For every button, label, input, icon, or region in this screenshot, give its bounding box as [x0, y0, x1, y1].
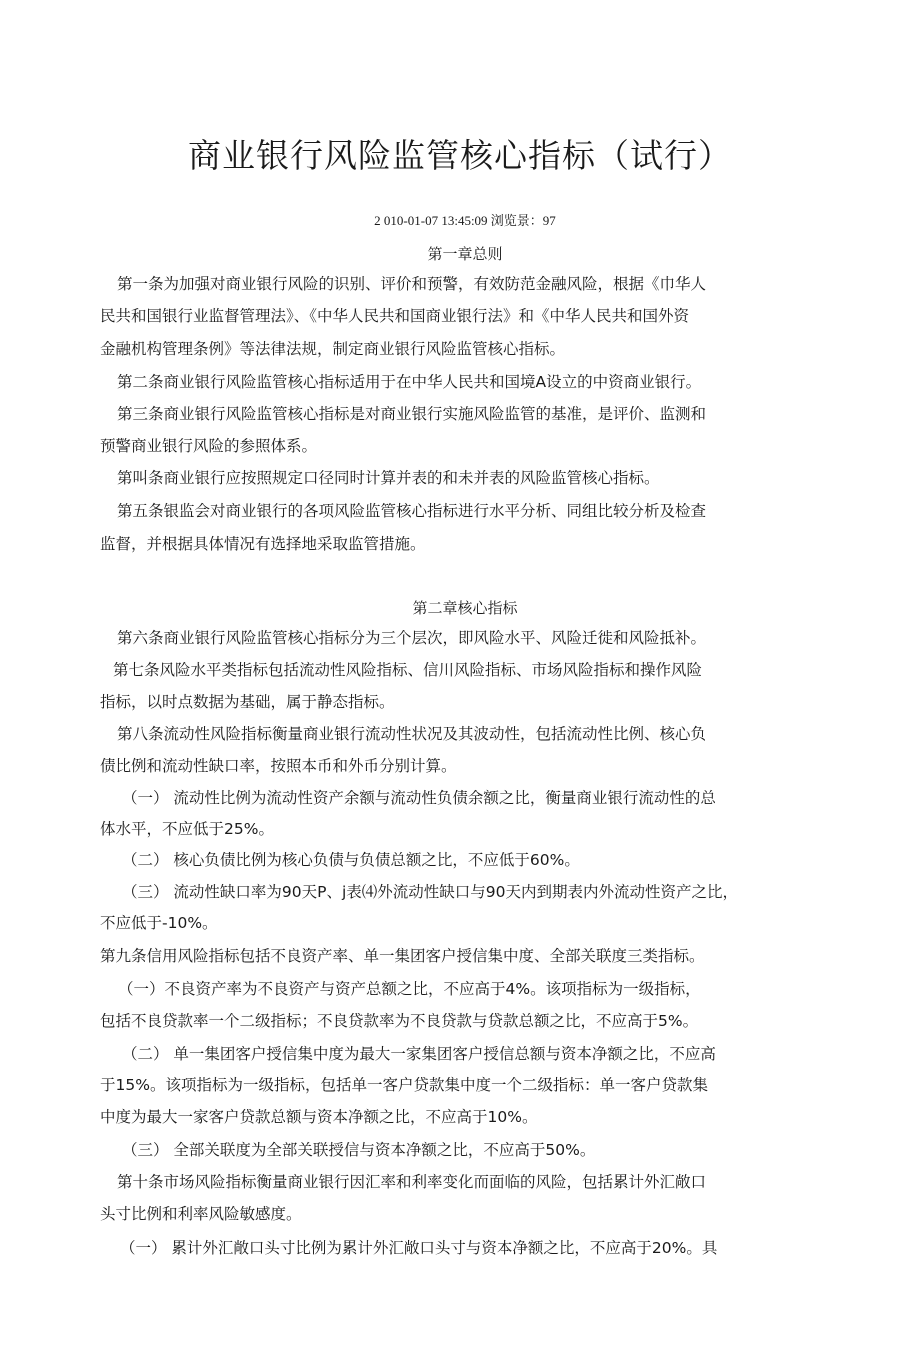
text-line: （二） 核心负债比例为核心负债与负债总额之比，不应低于60%。	[122, 851, 580, 869]
text-line: 民共和国银行业监督管理法》、《中华人民共和国商业银行法》和《中华人民共和国外资	[100, 307, 690, 325]
text-line: 中度为最大一家客户贷款总额与资本净额之比，不应高于10%。	[100, 1108, 538, 1126]
text-line: 第五条银监会对商业银行的各项风险监管核心指标进行水平分析、同组比较分析及检查	[117, 502, 707, 520]
text-line: 第六条商业银行风险监管核心指标分为三个层次，即风险水平、风险迁徙和风险抵补。	[117, 629, 707, 647]
text-line: 金融机构管理条例》等法律法规，制定商业银行风险监管核心指标。	[100, 340, 566, 358]
text-line: （一） 流动性比例为流动性资产余额与流动性负债余额之比，衡量商业银行流动性的总	[122, 789, 716, 807]
text-line: 包括不良贷款率一个二级指标；不良贷款率为不良贷款与贷款总额之比，不应高于5%。	[100, 1012, 699, 1030]
publish-meta: 2 010-01-07 13:45:09 浏览景：97	[374, 213, 556, 228]
text-line: 第一条为加强对商业银行风险的识别、评价和预警，有效防范金融风险，根据《巾华人	[117, 275, 707, 293]
text-line: 第十条市场风险指标衡量商业银行因汇率和利率变化而面临的风险，包括累计外汇敞口	[117, 1173, 707, 1191]
text-line: 预警商业银行风险的参照体系。	[100, 437, 318, 455]
text-line: 第二条商业银行风险监管核心指标适用于在中华人民共和国境A设立的中资商业银行。	[117, 373, 702, 391]
text-line: （一）不良资产率为不良资产与资产总额之比，不应高于4%。该项指标为一级指标，	[118, 980, 701, 998]
chapter-heading: 第二章核心指标	[412, 599, 518, 617]
text-line: 第九条信用风险指标包括不良资产率、单一集团客户授信集中度、全部关联度三类指标。	[100, 947, 705, 965]
text-line: 债比例和流动性缺口率，按照本币和外币分别计算。	[100, 757, 457, 775]
text-line: （三） 流动性缺口率为90天P、j表⑷外流动性缺口与90天内到期表内外流动性资产之比，	[122, 883, 739, 901]
document-title: 商业银行风险监管核心指标（试行）	[188, 136, 732, 175]
text-line: 指标，以时点数据为基础，属于静态指标。	[100, 693, 395, 711]
text-line: 于15%。该项指标为一级指标，包括单一客户贷款集中度一个二级指标：单一客户贷款集	[100, 1076, 708, 1094]
text-line: 不应低于-10%。	[100, 914, 218, 932]
chapter-heading: 第一章总则	[427, 245, 503, 263]
text-line: （一） 累计外汇敞口头寸比例为累计外汇敞口头寸与资本净额之比，不应高于20%。具	[120, 1239, 718, 1257]
text-line: 体水平，不应低于25%。	[100, 820, 274, 838]
text-line: 第三条商业银行风险监管核心指标是对商业银行实施风险监管的基准，是评价、监测和	[117, 405, 707, 423]
text-line: 头寸比例和利率风险敏感度。	[100, 1205, 302, 1223]
text-line: 第八条流动性风险指标衡量商业银行流动性状况及其波动性，包括流动性比例、核心负	[117, 725, 707, 743]
text-line: 监督，并根据具体情况有选择地采取监管措施。	[100, 535, 426, 553]
text-line: 第七条风险水平类指标包括流动性风险指标、信川风险指标、市场风险指标和操作风险	[113, 661, 703, 679]
text-line: （三） 全部关联度为全部关联授信与资本净额之比，不应高于50%。	[122, 1141, 596, 1159]
text-line: 第叫条商业银行应按照规定口径同时计算并表的和未并表的风险监管核心指标。	[117, 469, 660, 487]
text-line: （二） 单一集团客户授信集中度为最大一家集团客户授信总额与资本净额之比，不应高	[122, 1045, 716, 1063]
